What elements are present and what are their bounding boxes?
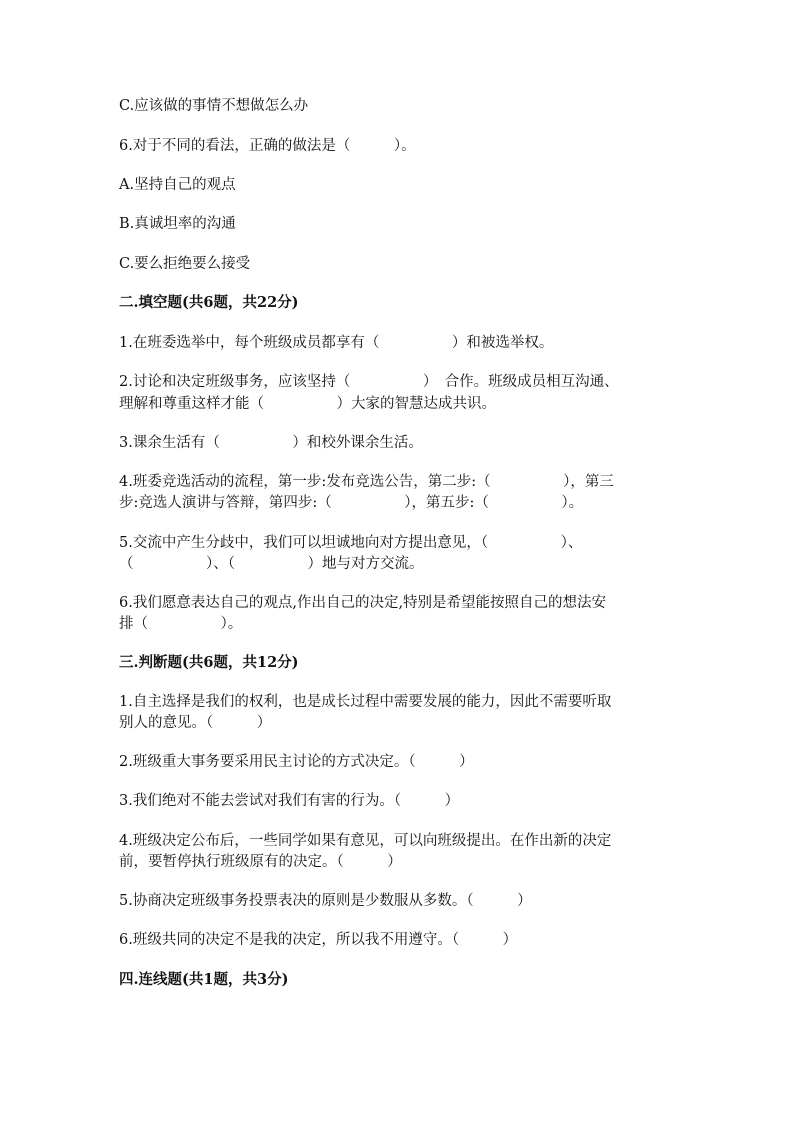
- fill-question-2-line-1: 2.讨论和决定班级事务，应该坚持（ ） 合作。班级成员相互沟通、: [119, 374, 619, 390]
- fill-question-2-line-2: 理解和尊重这样才能（ ）大家的智慧达成共识。: [119, 396, 496, 412]
- judge-question-4-line-2: 前，要暂停执行班级原有的决定。（ ）: [119, 854, 402, 870]
- option-6a: A.坚持自己的观点: [119, 177, 236, 193]
- section-heading-matching: 四.连线题(共1题，共3分): [119, 971, 289, 988]
- question-6-stem: 6.对于不同的看法，正确的做法是（ ）。: [119, 138, 416, 154]
- section-heading-true-false: 三.判断题(共6题，共12分): [119, 654, 299, 671]
- fill-question-5-line-1: 5.交流中产生分歧中，我们可以坦诚地向对方提出意见，（ ）、: [119, 535, 583, 551]
- judge-question-5: 5.协商决定班级事务投票表决的原则是少数服从多数。（ ）: [119, 893, 532, 909]
- option-6c: C.要么拒绝要么接受: [119, 256, 251, 272]
- judge-question-6: 6.班级共同的决定不是我的决定，所以我不用遵守。（ ）: [119, 932, 518, 948]
- judge-question-4-line-1: 4.班级决定公布后，一些同学如果有意见，可以向班级提出。在作出新的决定: [119, 833, 612, 849]
- fill-question-4-line-1: 4.班委竞选活动的流程，第一步:发布竞选公告，第二步:（ ），第三: [119, 474, 614, 490]
- fill-question-1: 1.在班委选举中，每个班级成员都享有（ ）和被选举权。: [119, 335, 554, 351]
- fill-question-4-line-2: 步:竞选人演讲与答辩，第四步:（ ），第五步:（ ）。: [119, 495, 584, 511]
- fill-question-6-line-1: 6.我们愿意表达自己的观点,作出自己的决定,特别是希望能按照自己的想法安: [119, 595, 607, 611]
- fill-question-6-line-2: 排（ ）。: [119, 616, 243, 632]
- judge-question-1-line-2: 别人的意见。（ ）: [119, 715, 272, 731]
- option-5c: C.应该做的事情不想做怎么办: [119, 98, 309, 114]
- judge-question-1-line-1: 1.自主选择是我们的权利，也是成长过程中需要发展的能力，因此不需要听取: [119, 694, 612, 710]
- judge-question-2: 2.班级重大事务要采用民主讨论的方式决定。（ ）: [119, 754, 474, 770]
- fill-question-3: 3.课余生活有（ ）和校外课余生活。: [119, 435, 423, 451]
- section-heading-fill-in: 二.填空题(共6题，共22分): [119, 294, 299, 311]
- fill-question-5-line-2: （ ）、（ ）地与对方交流。: [119, 556, 424, 572]
- judge-question-3: 3.我们绝对不能去尝试对我们有害的行为。（ ）: [119, 793, 460, 809]
- option-6b: B.真诚坦率的沟通: [119, 216, 236, 232]
